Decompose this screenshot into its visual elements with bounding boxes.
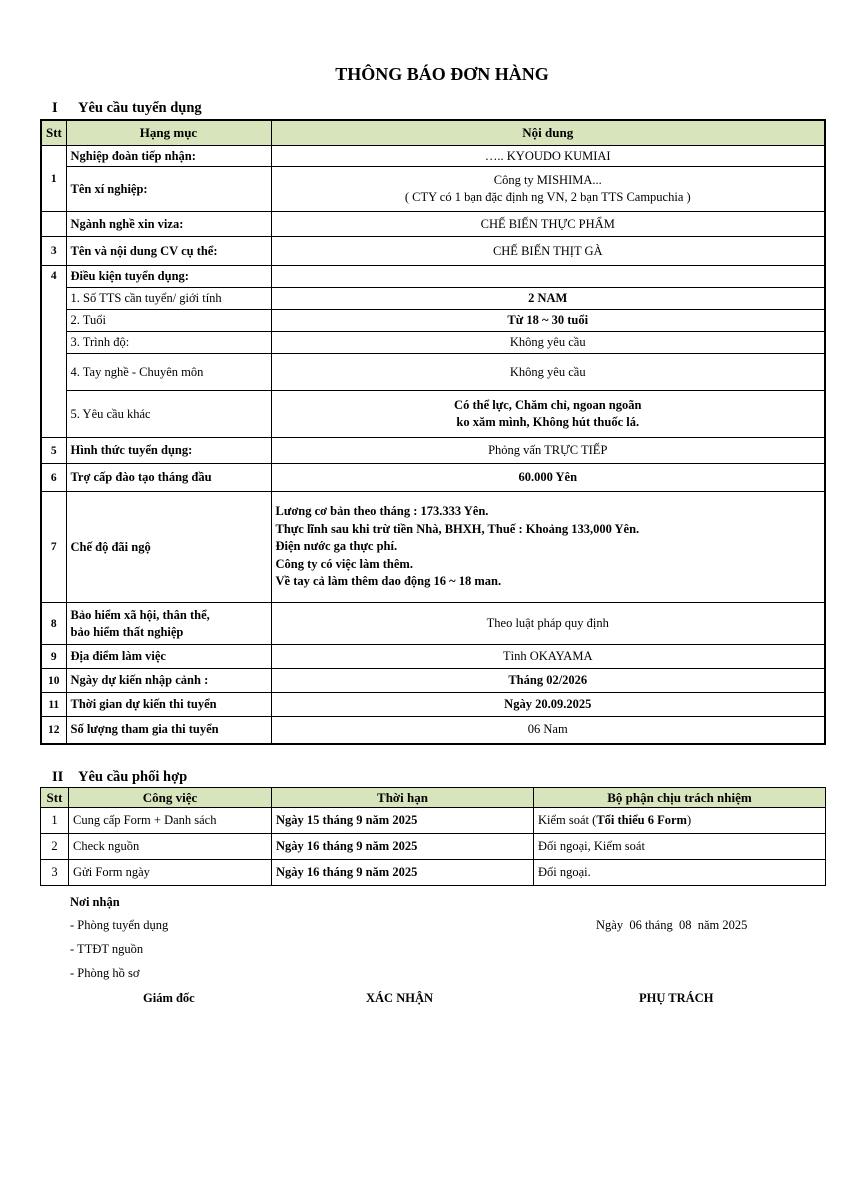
- row-value-line: Công ty có việc làm thêm.: [275, 556, 413, 571]
- row-value-line: Công ty MISHIMA...: [493, 173, 602, 187]
- signature-confirm: XÁC NHẬN: [366, 991, 434, 1005]
- row-stt: 3: [41, 860, 69, 886]
- table-row: [41, 464, 825, 492]
- section-2-label: Yêu cầu phối hợp: [78, 769, 188, 785]
- row-stt: 11: [41, 693, 66, 717]
- row-label: 1. Số TTS cần tuyển/ giới tính: [66, 288, 271, 310]
- row-value: [271, 266, 825, 288]
- row-label-line: Bảo hiểm xã hội, thân thể,: [70, 607, 210, 622]
- row-stt: 4: [41, 266, 66, 438]
- row-label: Nghiệp đoàn tiếp nhận:: [66, 146, 271, 167]
- table-row: [41, 860, 826, 886]
- row-value-line: ko xăm mình, Không hút thuốc lá.: [456, 415, 640, 429]
- table-header-row: [41, 788, 826, 808]
- section-2-number: II: [52, 769, 64, 785]
- header-item: Hạng mục: [66, 120, 271, 146]
- row-value: Ngày 20.09.2025: [271, 693, 825, 717]
- row-task: Gửi Form ngày: [69, 860, 272, 886]
- row-value: Phỏng vấn TRỰC TIẾP: [271, 438, 825, 464]
- row-value: [271, 167, 825, 212]
- row-label-line: bảo hiểm thất nghiệp: [70, 624, 184, 639]
- table-row: [41, 834, 826, 860]
- row-value: Tháng 02/2026: [271, 669, 825, 693]
- row-label: 2. Tuổi: [66, 310, 271, 332]
- recipient-item: - Phòng hồ sơ: [70, 966, 140, 980]
- row-stt: 9: [41, 645, 66, 669]
- row-label: Tên và nội dung CV cụ thể:: [66, 237, 271, 266]
- row-deadline: Ngày 16 tháng 9 năm 2025: [272, 860, 534, 886]
- recipient-item: - Phòng tuyển dụng: [70, 918, 169, 932]
- row-value-line: Lương cơ bản theo tháng : 173.333 Yên.: [275, 504, 489, 519]
- row-stt: 2: [41, 834, 69, 860]
- row-value: CHẾ BIẾN THỰC PHẨM: [271, 212, 825, 237]
- row-department: Đối ngoại, Kiểm soát: [534, 834, 826, 860]
- row-label: Ngành nghề xin viza:: [66, 212, 271, 237]
- row-value: [271, 391, 825, 438]
- row-label: 4. Tay nghề - Chuyên môn: [66, 354, 271, 391]
- table-row: [41, 492, 825, 603]
- row-label: 5. Yêu cầu khác: [66, 391, 271, 438]
- table-header-row: [41, 120, 825, 146]
- row-stt: 1: [41, 146, 66, 212]
- table-row: [41, 310, 825, 332]
- row-label: Tên xí nghiệp:: [66, 167, 271, 212]
- department-note: Tối thiểu 6 Form: [596, 813, 687, 827]
- row-deadline: Ngày 15 tháng 9 năm 2025: [272, 808, 534, 834]
- table-row: [41, 603, 825, 645]
- section-1-title: [52, 100, 202, 117]
- row-value: 60.000 Yên: [271, 464, 825, 492]
- row-label: [66, 603, 271, 645]
- row-deadline: Ngày 16 tháng 9 năm 2025: [272, 834, 534, 860]
- header-deadline: Thời hạn: [272, 788, 534, 808]
- header-department: Bộ phận chịu trách nhiệm: [534, 788, 826, 808]
- table-row: [41, 391, 825, 438]
- recruitment-requirements-table: [40, 119, 826, 745]
- row-value: CHẾ BIẾN THỊT GÀ: [271, 237, 825, 266]
- row-stt: [41, 212, 66, 237]
- row-label: Ngày dự kiến nhập cảnh :: [66, 669, 271, 693]
- table-row: [41, 146, 825, 167]
- row-value: [271, 492, 825, 603]
- department-text: Kiểm soát (: [538, 813, 597, 827]
- table-row: [41, 645, 825, 669]
- row-stt: 3: [41, 237, 66, 266]
- row-label: Điều kiện tuyển dụng:: [66, 266, 271, 288]
- table-row: [41, 354, 825, 391]
- row-value-line: Có thể lực, Chăm chỉ, ngoan ngoãn: [454, 398, 642, 412]
- row-stt: 12: [41, 717, 66, 744]
- row-value-line: Thực lĩnh sau khi trừ tiền Nhà, BHXH, Thuế : Khoảng 133,000 Yên.: [275, 521, 640, 536]
- table-row: [41, 212, 825, 237]
- header-stt: Stt: [41, 788, 69, 808]
- signature-in-charge: PHỤ TRÁCH: [639, 991, 714, 1005]
- section-2-title: [52, 769, 187, 786]
- table-row: [41, 669, 825, 693]
- row-value: Không yêu cầu: [271, 354, 825, 391]
- row-label: Hình thức tuyển dụng:: [66, 438, 271, 464]
- row-value: 2 NAM: [271, 288, 825, 310]
- section-1-number: I: [52, 100, 58, 116]
- row-value: Từ 18 ~ 30 tuổi: [271, 310, 825, 332]
- table-row: [41, 808, 826, 834]
- table-row: [41, 717, 825, 744]
- header-stt: Stt: [41, 120, 66, 146]
- row-department: Đối ngoại.: [534, 860, 826, 886]
- section-1-label: Yêu cầu tuyển dụng: [78, 100, 202, 116]
- recipients-title: Nơi nhận: [70, 895, 120, 909]
- row-value: ….. KYOUDO KUMIAI: [271, 146, 825, 167]
- document-date: Ngày 06 tháng 08 năm 2025: [596, 918, 748, 932]
- header-content: Nội dung: [271, 120, 825, 146]
- row-stt: 8: [41, 603, 66, 645]
- department-text-end: ): [686, 813, 692, 827]
- row-value-line: ( CTY có 1 bạn đặc định ng VN, 2 bạn TTS Campuchia ): [404, 190, 691, 204]
- row-stt: 1: [41, 808, 69, 834]
- row-value: Không yêu cầu: [271, 332, 825, 354]
- row-value-line: Về tay cả làm thêm dao động 16 ~ 18 man.: [275, 574, 502, 589]
- row-label: Thời gian dự kiến thi tuyển: [66, 693, 271, 717]
- row-stt: 7: [41, 492, 66, 603]
- table-row: [41, 266, 825, 288]
- table-row: [41, 693, 825, 717]
- table-row: [41, 237, 825, 266]
- row-stt: 6: [41, 464, 66, 492]
- row-department: [534, 808, 826, 834]
- row-value-line: Điện nước ga thực phí.: [275, 539, 398, 554]
- row-stt: 10: [41, 669, 66, 693]
- coordination-table: [40, 787, 826, 886]
- signature-director: Giám đốc: [143, 991, 195, 1005]
- row-label: 3. Trình độ:: [66, 332, 271, 354]
- page-title: THÔNG BÁO ĐƠN HÀNG: [335, 64, 549, 84]
- row-stt: 5: [41, 438, 66, 464]
- table-row: [41, 438, 825, 464]
- table-row: [41, 167, 825, 212]
- table-row: [41, 332, 825, 354]
- table-row: [41, 288, 825, 310]
- header-task: Công việc: [69, 788, 272, 808]
- row-label: Địa điểm làm việc: [66, 645, 271, 669]
- row-label: Chế độ đãi ngộ: [66, 492, 271, 603]
- row-label: Trợ cấp đào tạo tháng đầu: [66, 464, 271, 492]
- recipient-item: - TTĐT nguồn: [70, 942, 144, 956]
- row-value: Theo luật pháp quy định: [271, 603, 825, 645]
- row-value: 06 Nam: [271, 717, 825, 744]
- row-task: Cung cấp Form + Danh sách: [69, 808, 272, 834]
- row-label: Số lượng tham gia thi tuyển: [66, 717, 271, 744]
- row-value: Tỉnh OKAYAMA: [271, 645, 825, 669]
- row-task: Check nguồn: [69, 834, 272, 860]
